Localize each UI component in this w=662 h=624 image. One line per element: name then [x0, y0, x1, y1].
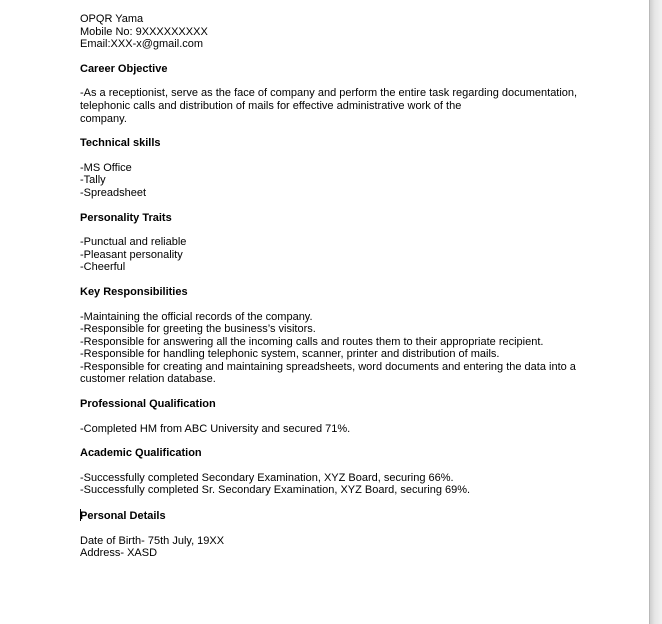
page-shadow — [650, 0, 662, 624]
career-objective-line: telephonic calls and distribution of mails for effective administrative work of the — [80, 99, 462, 112]
list-item: -Maintaining the official records of the company. — [80, 310, 313, 323]
list-item: -Pleasant personality — [80, 248, 183, 261]
career-objective-line: company. — [80, 112, 127, 125]
list-item: Address- XASD — [80, 547, 158, 560]
list-item: Date of Birth- 75th July, 19XX — [80, 534, 225, 547]
list-item: -MS Office — [80, 161, 132, 174]
personality-traits-heading: Personality Traits — [80, 211, 172, 224]
list-item: -Successfully completed Sr. Secondary Examination, XYZ Board, securing 69%. — [80, 484, 471, 497]
technical-skills-heading: Technical skills — [80, 137, 161, 150]
list-item: -Cheerful — [80, 261, 126, 274]
list-item: -Responsible for handling telephonic system, scanner, printer and distribution of mails. — [80, 348, 500, 361]
list-item: -Punctual and reliable — [80, 236, 187, 249]
career-objective-line: -As a receptionist, serve as the face of company and perform the entire task regarding documentation, — [80, 87, 578, 100]
email-address: Email:XXX-x@gmail.com — [80, 38, 204, 51]
list-item: -Spreadsheet — [80, 186, 147, 199]
list-item: -Responsible for greeting the business’s visitors. — [80, 323, 316, 336]
candidate-name: OPQR Yama — [80, 13, 144, 25]
list-item: -Responsible for creating and maintaining spreadsheets, word documents and entering the data into a — [80, 360, 576, 373]
career-objective-heading: Career Objective — [80, 62, 168, 75]
list-item: -Responsible for answering all the incoming calls and routes them to their appropriate recipient. — [80, 335, 544, 348]
list-item: -Completed HM from ABC University and secured 71%. — [80, 422, 351, 435]
list-item: customer relation database. — [80, 373, 216, 386]
mobile-number: Mobile No: 9XXXXXXXXX — [80, 25, 208, 38]
academic-qualification-heading: Academic Qualification — [80, 447, 202, 460]
personal-details-heading — [80, 509, 580, 523]
list-item: -Tally — [80, 174, 106, 187]
list-item: -Successfully completed Secondary Examination, XYZ Board, securing 66%. — [80, 471, 454, 484]
professional-qualification-heading: Professional Qualification — [80, 398, 216, 411]
resume-content[interactable] — [80, 13, 580, 560]
personal-details-heading-text: Personal Details — [80, 510, 166, 523]
key-responsibilities-heading: Key Responsibilities — [80, 285, 188, 298]
